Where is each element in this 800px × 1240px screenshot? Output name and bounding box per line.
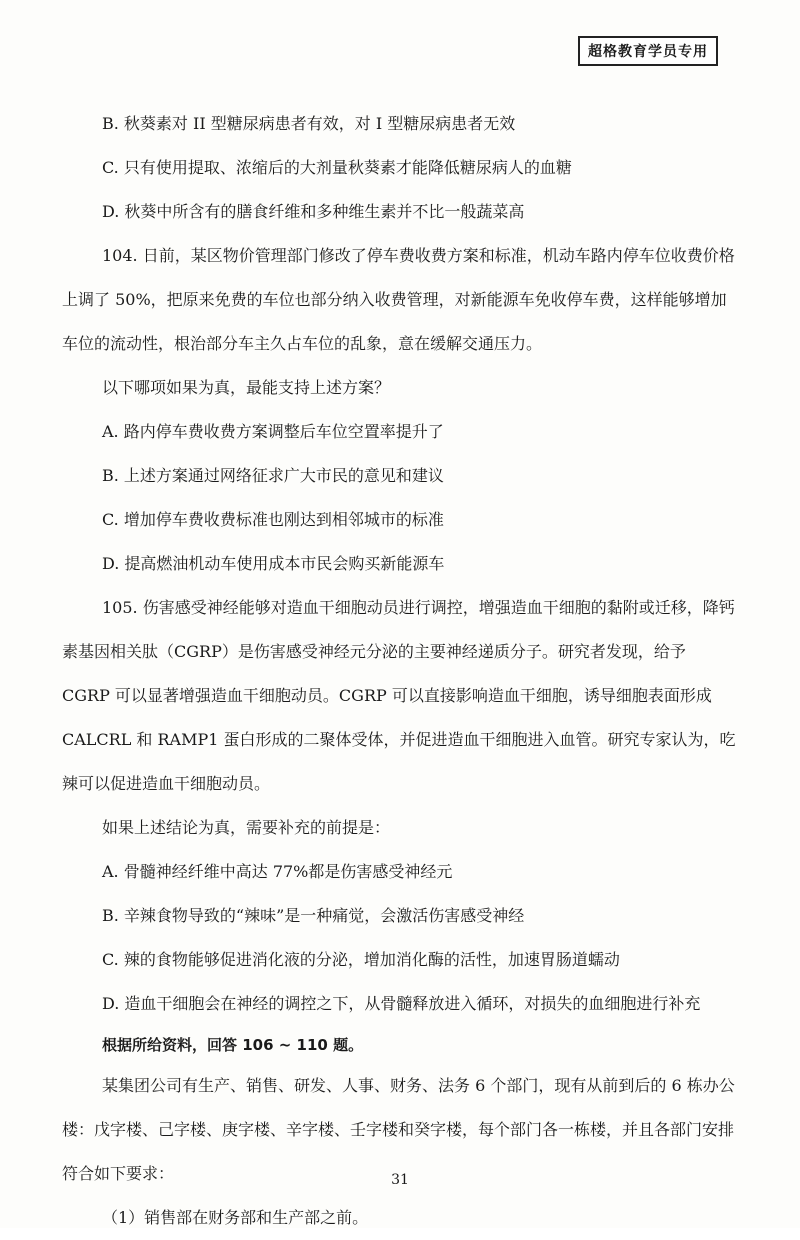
- q104-option-c: C. 增加停车费收费标准也刚达到相邻城市的标准: [102, 510, 444, 529]
- q105-stem: 如果上述结论为真，需要补充的前提是：: [102, 818, 391, 837]
- q104-option-b: B. 上述方案通过网络征求广大市民的意见和建议: [102, 466, 444, 485]
- q105-option-b: B. 辛辣食物导致的“辣味”是一种痛觉，会激活伤害感受神经: [102, 906, 525, 925]
- page-content: [62, 102, 738, 1240]
- q103-option-d: D. 秋葵中所含有的膳食纤维和多种维生素并不比一般蔬菜高: [102, 202, 525, 221]
- q104-text: 104. 日前，某区物价管理部门修改了停车费收费方案和标准，机动车路内停车位收费价格上调了 50%，把原来免费的车位也部分纳入收费管理，对新能源车免收停车费，这样能够增加车位的流动性，根治部分车主久占车位的乱象，意在缓解交通压力。: [62, 246, 735, 353]
- section-instruction: 根据所给资料，回答 106 ~ 110 题。: [102, 1036, 364, 1054]
- q105-option-d: D. 造血干细胞会在神经的调控之下，从骨髓释放进入循环，对损失的血细胞进行补充: [102, 994, 701, 1013]
- q105-text: 105. 伤害感受神经能够对造血干细胞动员进行调控，增强造血干细胞的黏附或迁移，降钙素基因相关肽（CGRP）是伤害感受神经元分泌的主要神经递质分子。研究者发现，给予 CGRP 可以显著增强造血干细胞动员。CGRP 可以直接影响造血干细胞，诱导细胞表面形成 CALCRL 和 RAMP1 蛋白形成的二聚体受体，并促进造血干细胞进入血管。研究专家认为，吃辣可以促进造血干细胞动员。: [62, 598, 736, 793]
- q105-option-c: C. 辣的食物能够促进消化液的分泌，增加消化酶的活性，加速胃肠道蠕动: [102, 950, 620, 969]
- header-stamp: 超格教育学员专用: [578, 36, 718, 66]
- page-number: 31: [391, 1172, 409, 1188]
- q104-stem: 以下哪项如果为真，最能支持上述方案？: [102, 378, 391, 397]
- q103-option-c: C. 只有使用提取、浓缩后的大剂量秋葵素才能降低糖尿病人的血糖: [102, 158, 572, 177]
- q104-option-a: A. 路内停车费收费方案调整后车位空置率提升了: [102, 422, 444, 441]
- q105-option-a: A. 骨髓神经纤维中高达 77%都是伤害感受神经元: [102, 862, 453, 881]
- q104-option-d: D. 提高燃油机动车使用成本市民会购买新能源车: [102, 554, 445, 573]
- material-rule-1: （1）销售部在财务部和生产部之前。: [102, 1208, 369, 1227]
- q103-option-b: B. 秋葵素对 II 型糖尿病患者有效，对 I 型糖尿病患者无效: [102, 114, 516, 133]
- material-text: 某集团公司有生产、销售、研发、人事、财务、法务 6 个部门，现有从前到后的 6 栋办公楼：戊字楼、己字楼、庚字楼、辛字楼、壬字楼和癸字楼，每个部门各一栋楼，并且各部门安排符合如下要求：: [62, 1076, 735, 1183]
